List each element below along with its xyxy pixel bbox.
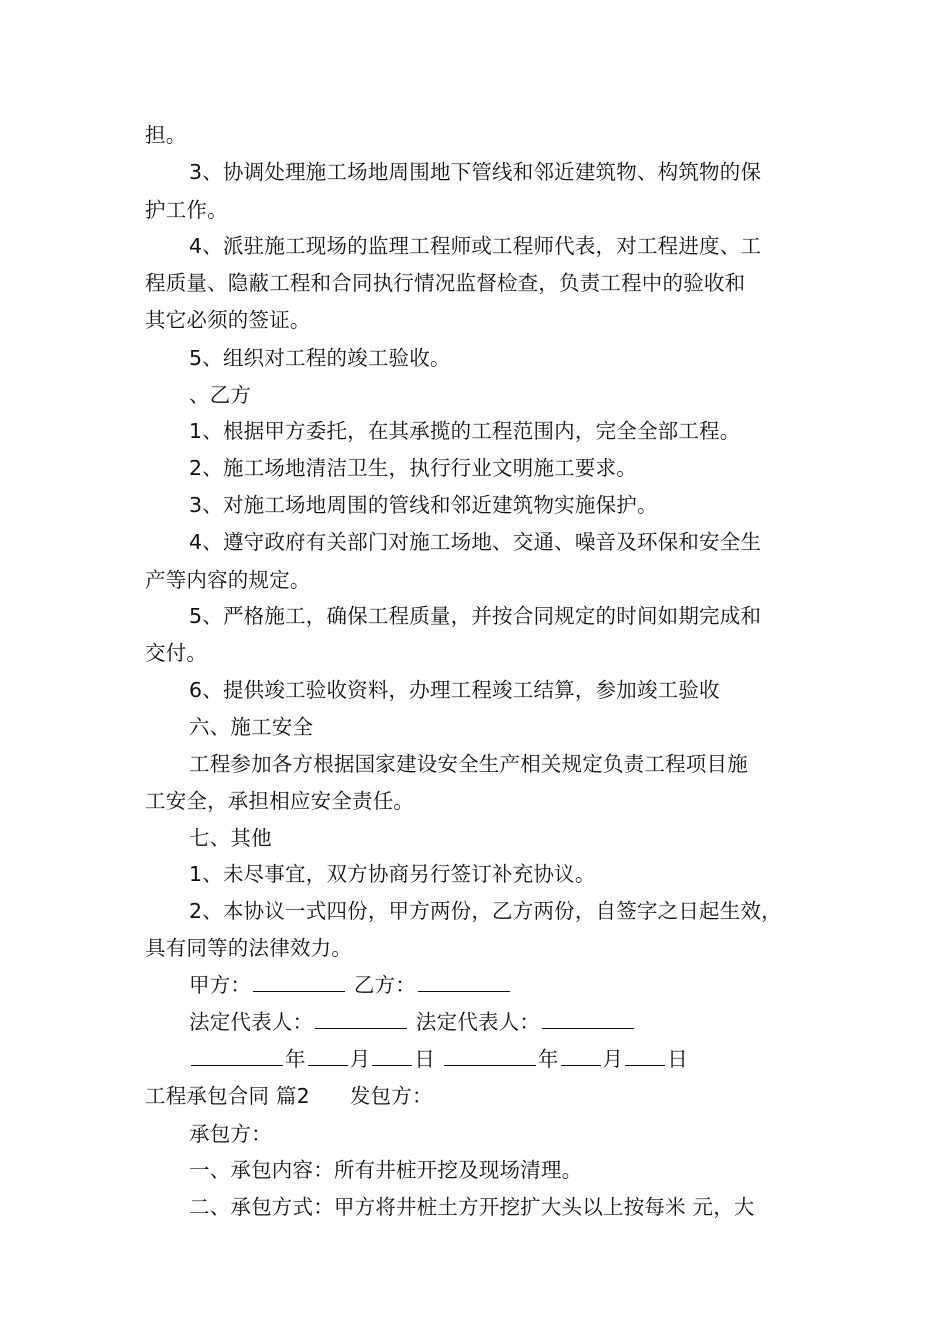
- day-label: 日: [414, 1047, 436, 1071]
- issuer-label: 发包方：: [349, 1084, 433, 1108]
- paragraph-line: 承包方：: [189, 1122, 272, 1146]
- paragraph-line: 1、根据甲方委托，在其承揽的工程范围内，完全全部工程。: [189, 419, 741, 443]
- paragraph-line: 其它必须的签证。: [145, 308, 311, 332]
- date-b-day-blank: [625, 1045, 665, 1066]
- paragraph-line: 程质量、隐蔽工程和合同执行情况监督检查，负责工程中的验收和: [145, 271, 746, 295]
- section-heading: 六、施工安全: [189, 715, 314, 739]
- paragraph-line: 一、承包内容：所有井桩开挖及现场清理。: [189, 1158, 583, 1182]
- paragraph-line: 交付。: [145, 641, 208, 665]
- paragraph-line: 工安全，承担相应安全责任。: [145, 789, 415, 813]
- signature-date-line: [189, 1045, 688, 1073]
- rep-b-label: 法定代表人：: [415, 1010, 541, 1034]
- paragraph-line: 4、遵守政府有关部门对施工场地、交通、噪音及环保和安全生: [189, 530, 762, 554]
- date-a-year-blank: [191, 1045, 283, 1066]
- date-b-year-blank: [444, 1045, 536, 1066]
- month-label: 月: [349, 1047, 371, 1071]
- paragraph-line: 具有同等的法律效力。: [145, 936, 352, 960]
- signature-representatives-line: [189, 1008, 636, 1036]
- contract-title: 工程承包合同 篇2: [145, 1084, 310, 1108]
- rep-a-blank: [315, 1008, 407, 1029]
- section-heading: 、乙方: [189, 383, 252, 407]
- signature-parties-line: [189, 971, 512, 999]
- paragraph-line: 5、严格施工，确保工程质量，并按合同规定的时间如期完成和: [189, 604, 762, 628]
- paragraph-line: 二、承包方式：甲方将井桩土方开挖扩大头以上按每米 元，大: [189, 1195, 755, 1219]
- party-b-label: 乙方：: [353, 973, 416, 997]
- rep-b-blank: [542, 1008, 634, 1029]
- party-b-blank: [418, 971, 510, 992]
- section2-header-line: [145, 1082, 433, 1110]
- paragraph-line: 护工作。: [145, 198, 228, 222]
- date-a-day-blank: [372, 1045, 412, 1066]
- paragraph-line: 3、协调处理施工场地周围地下管线和邻近建筑物、构筑物的保: [189, 160, 762, 184]
- paragraph-line: 2、施工场地清洁卫生，执行行业文明施工要求。: [189, 456, 637, 480]
- paragraph-line: 3、对施工场地周围的管线和邻近建筑物实施保护。: [189, 493, 658, 517]
- paragraph-line: 4、派驻施工现场的监理工程师或工程师代表，对工程进度、工: [189, 234, 762, 258]
- paragraph-line: 1、未尽事宜，双方协商另行签订补充协议。: [189, 862, 596, 886]
- day-label: 日: [667, 1047, 688, 1071]
- paragraph-line: 担。: [145, 123, 187, 147]
- party-a-label: 甲方：: [189, 973, 252, 997]
- date-b-month-blank: [561, 1045, 601, 1066]
- month-label: 月: [602, 1047, 624, 1071]
- party-a-blank: [253, 971, 345, 992]
- rep-a-label: 法定代表人：: [189, 1010, 314, 1034]
- section-heading: 七、其他: [189, 826, 272, 850]
- paragraph-line: 工程参加各方根据国家建设安全生产相关规定负责工程项目施: [189, 752, 748, 776]
- paragraph-line: 6、提供竣工验收资料，办理工程竣工结算，参加竣工验收: [189, 678, 720, 702]
- paragraph-line: 产等内容的规定。: [145, 568, 311, 592]
- paragraph-line: 5、组织对工程的竣工验收。: [189, 346, 451, 370]
- year-label: 年: [537, 1047, 559, 1071]
- paragraph-line: 2、本协议一式四份，甲方两份，乙方两份，自签字之日起生效，: [189, 899, 782, 923]
- year-label: 年: [285, 1047, 306, 1071]
- date-a-month-blank: [308, 1045, 348, 1066]
